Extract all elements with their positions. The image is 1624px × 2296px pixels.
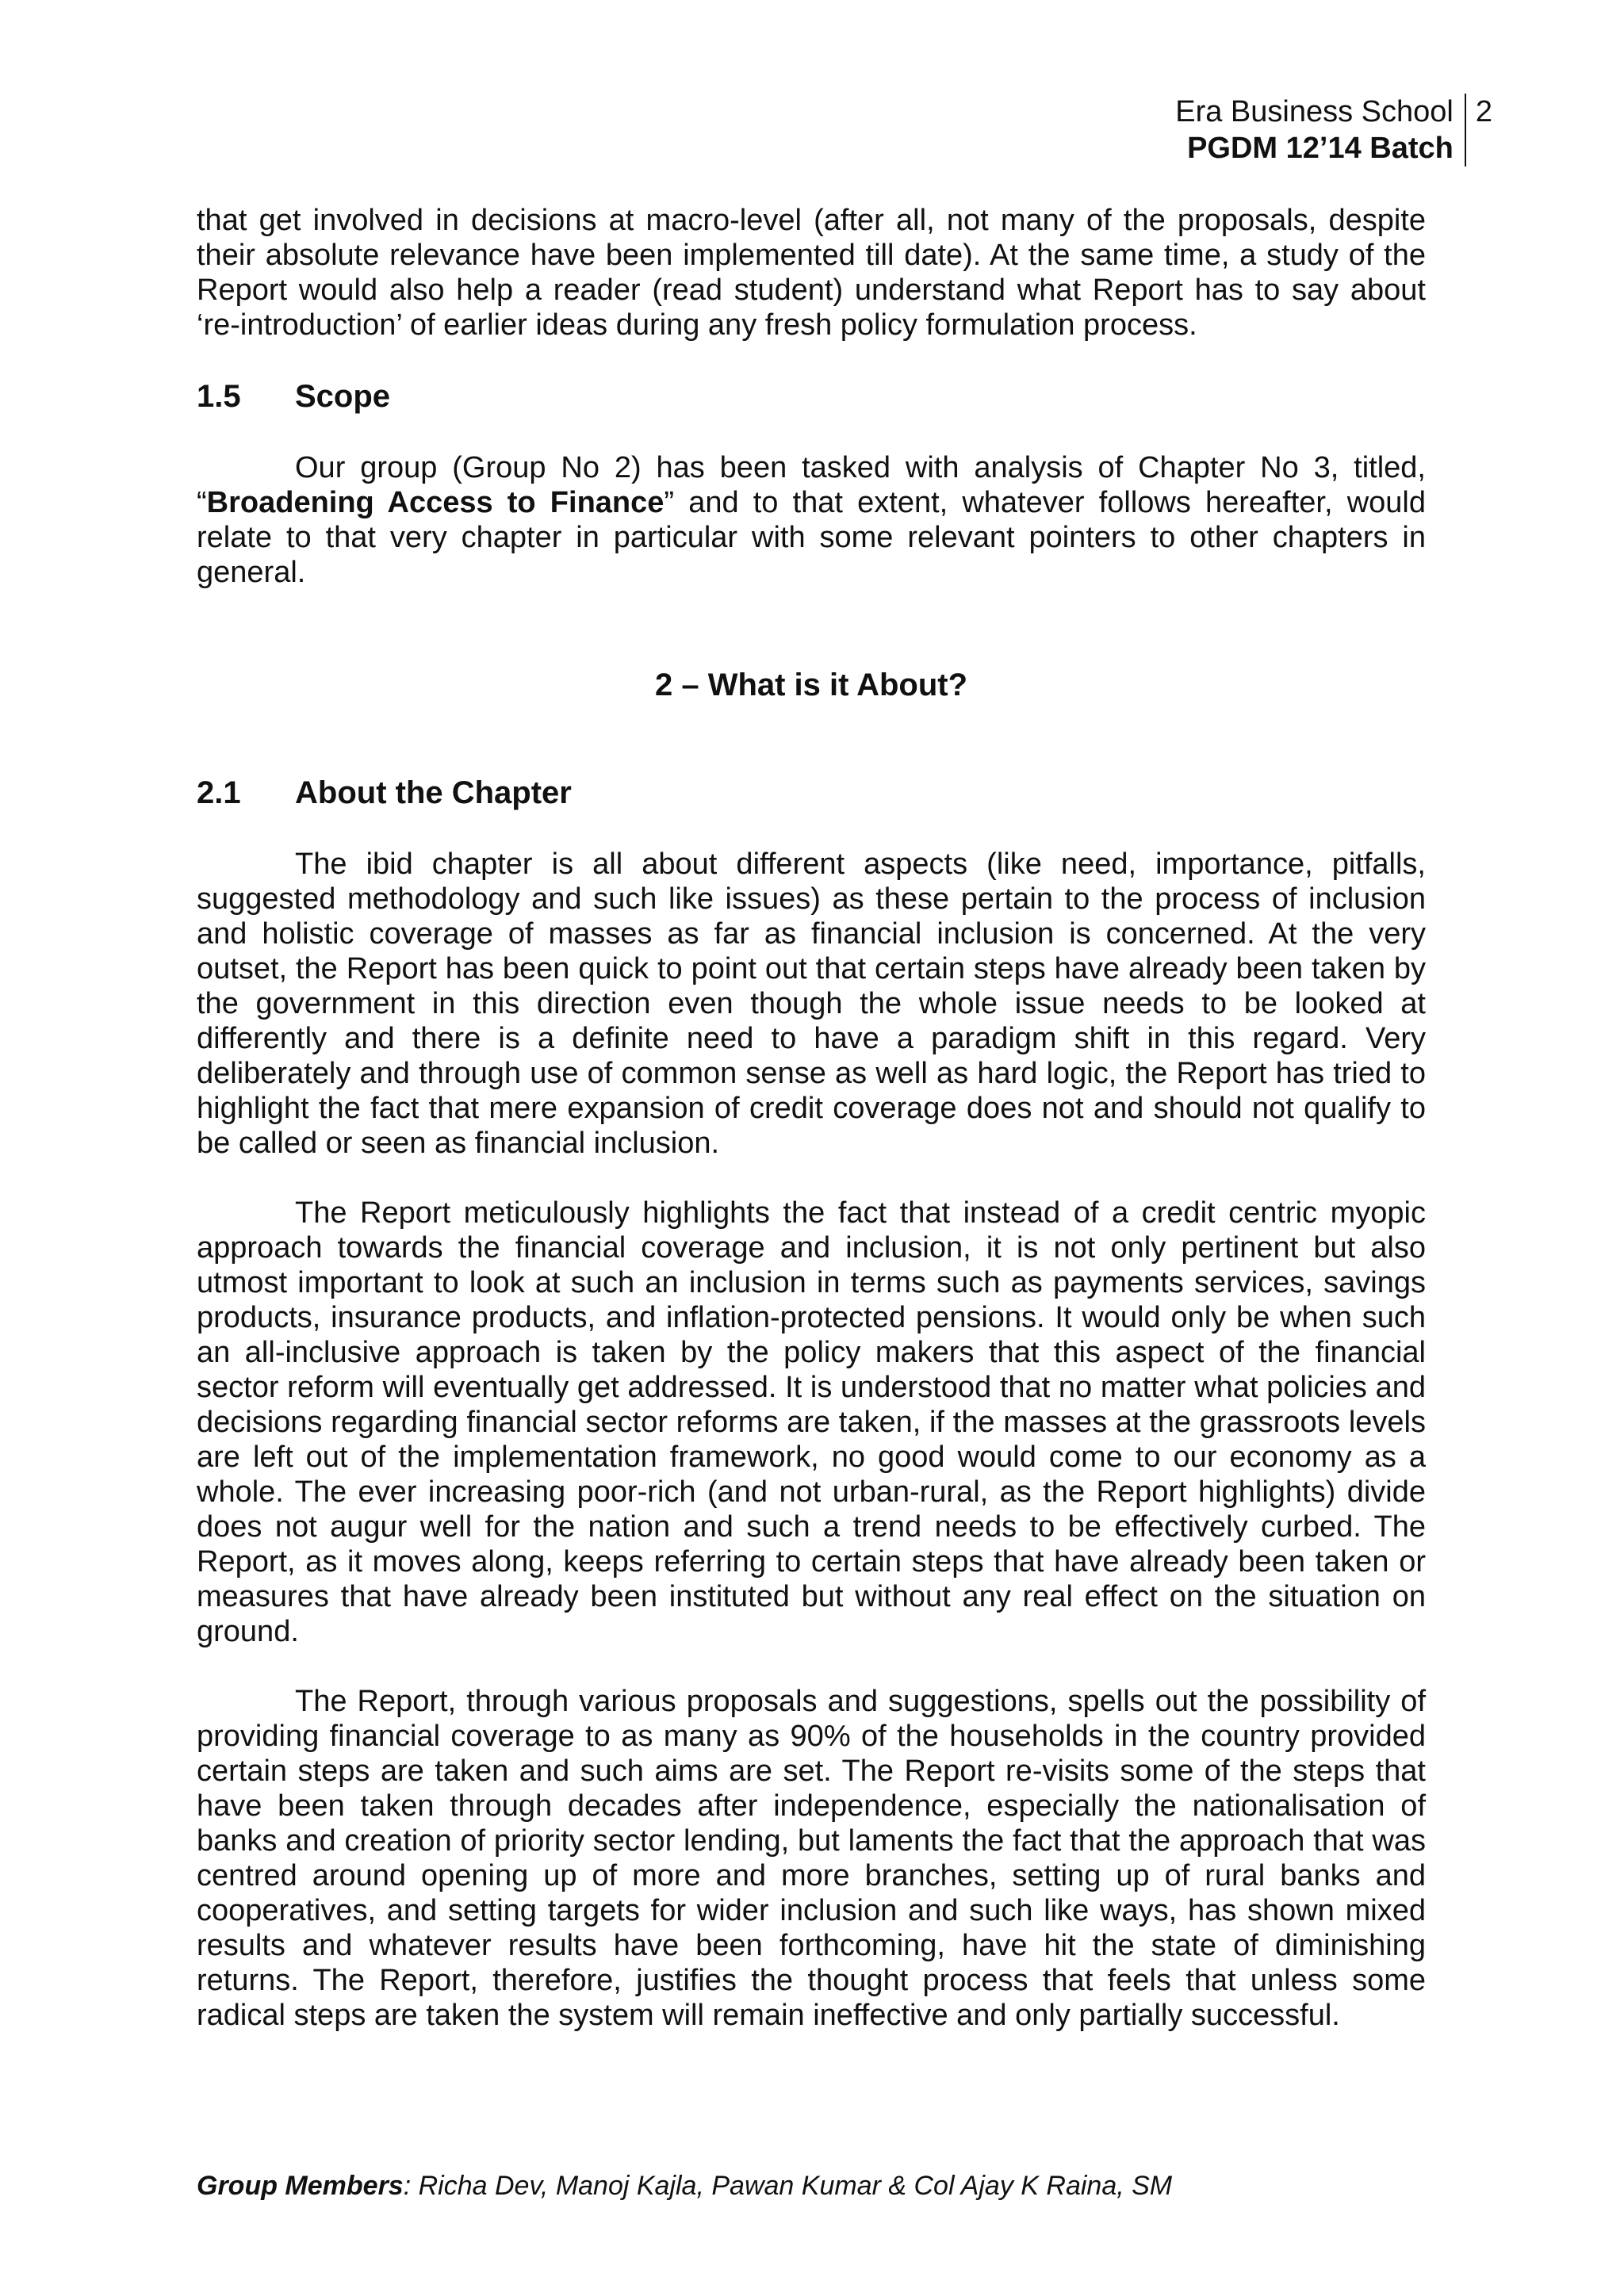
body-paragraph: The Report, through various proposals and suggestions, spells out the possibility of providing financial coverage to as many as 90% of the households in the country provided certain steps are taken and such aims are set. The Report re-visits some of the steps that have been taken through decades after independence, especially the nationalisation of banks and creation of priority sector lending, but laments the fact that the approach that was centred around opening up of more and more branches, setting up of rural banks and cooperatives, and setting targets for wider inclusion and such like ways, has shown mixed results and whatever results have been forthcoming, have hit the state of diminishing returns. The Report, therefore, justifies the thought process that feels that unless some radical steps are taken the system will remain ineffective and only partially successful.: [197, 1685, 1426, 2032]
batch-name: PGDM 12’14 Batch: [1187, 132, 1454, 165]
chapter-heading: 2 – What is it About?: [654, 668, 968, 702]
page-footer: [197, 2171, 1172, 2202]
section-title: About the Chapter: [295, 775, 572, 810]
footer-label: Group Members: [197, 2171, 404, 2201]
chapter-name: Broadening Access to Finance: [206, 486, 665, 519]
body-paragraph: The Report meticulously highlights the fact that instead of a credit centric myopic approach towards the financial coverage and inclusion, it is not only pertinent but also utmost important to look at such an inclusion in terms such as payments services, savings products, insurance products, and inflation-protected pensions. It would only be when such an all-inclusive approach is taken by the policy makers that this aspect of the financial sector reform will eventually get addressed. It is understood that no matter what policies and decisions regarding financial sector reforms are taken, if the masses at the grassroots levels are left out of the implementation framework, no good would come to our economy as a whole. The ever increasing poor-rich (and not urban-rural, as the Report highlights) divide does not augur well for the nation and such a trend needs to be effectively curbed. The Report, as it moves along, keeps referring to certain steps that have already been taken or measures that have already been instituted but without any real effect on the situation on ground.: [197, 1196, 1426, 1648]
scope-paragraph: [197, 450, 1426, 590]
header-text: [1175, 94, 1465, 166]
section-heading-1-5: [197, 377, 1426, 415]
section-title: Scope: [295, 379, 391, 414]
page-number: 2: [1475, 95, 1492, 128]
scope-text-start: Our group (Group No 2) has been tasked with analysis of Chapter No 3, titled, “: [197, 451, 1426, 519]
page-header: [1175, 94, 1492, 166]
body-paragraph: The ibid chapter is all about different aspects (like need, importance, pitfalls, suggested methodology and such like issues) as these pertain to the process of inclusion and holistic coverage of masses as far as financial inclusion is concerned. At the very outset, the Report has been quick to point out that certain steps have already been taken by the government in this direction even though the whole issue needs to be looked at differently and there is a definite need to have a paradigm shift in this regard. Very deliberately and through use of common sense as well as hard logic, the Report has tried to highlight the fact that mere expansion of credit coverage does not and should not qualify to be called or seen as financial inclusion.: [197, 848, 1426, 1160]
footer-names: : Richa Dev, Manoj Kajla, Pawan Kumar & Col Ajay K Raina, SM: [403, 2171, 1173, 2201]
school-name: Era Business School: [1175, 95, 1454, 128]
document-body: [197, 203, 1426, 2033]
section-number: 2.1: [197, 775, 241, 810]
section-heading-2-1: [197, 774, 1426, 812]
intro-paragraph: that get involved in decisions at macro-level (after all, not many of the proposals, despite their absolute relevance have been implemented till date). At the same time, a study of the Report would also help a reader (read student) understand what Report has to say about ‘re-introduction’ of earlier ideas during any fresh policy formulation process.: [197, 204, 1426, 342]
section-number: 1.5: [197, 379, 241, 414]
scope-text-end: ” and to that extent, whatever follows hereafter, would relate to that very chapter in particular with some relevant pointers to other chapters in general.: [197, 486, 1426, 589]
